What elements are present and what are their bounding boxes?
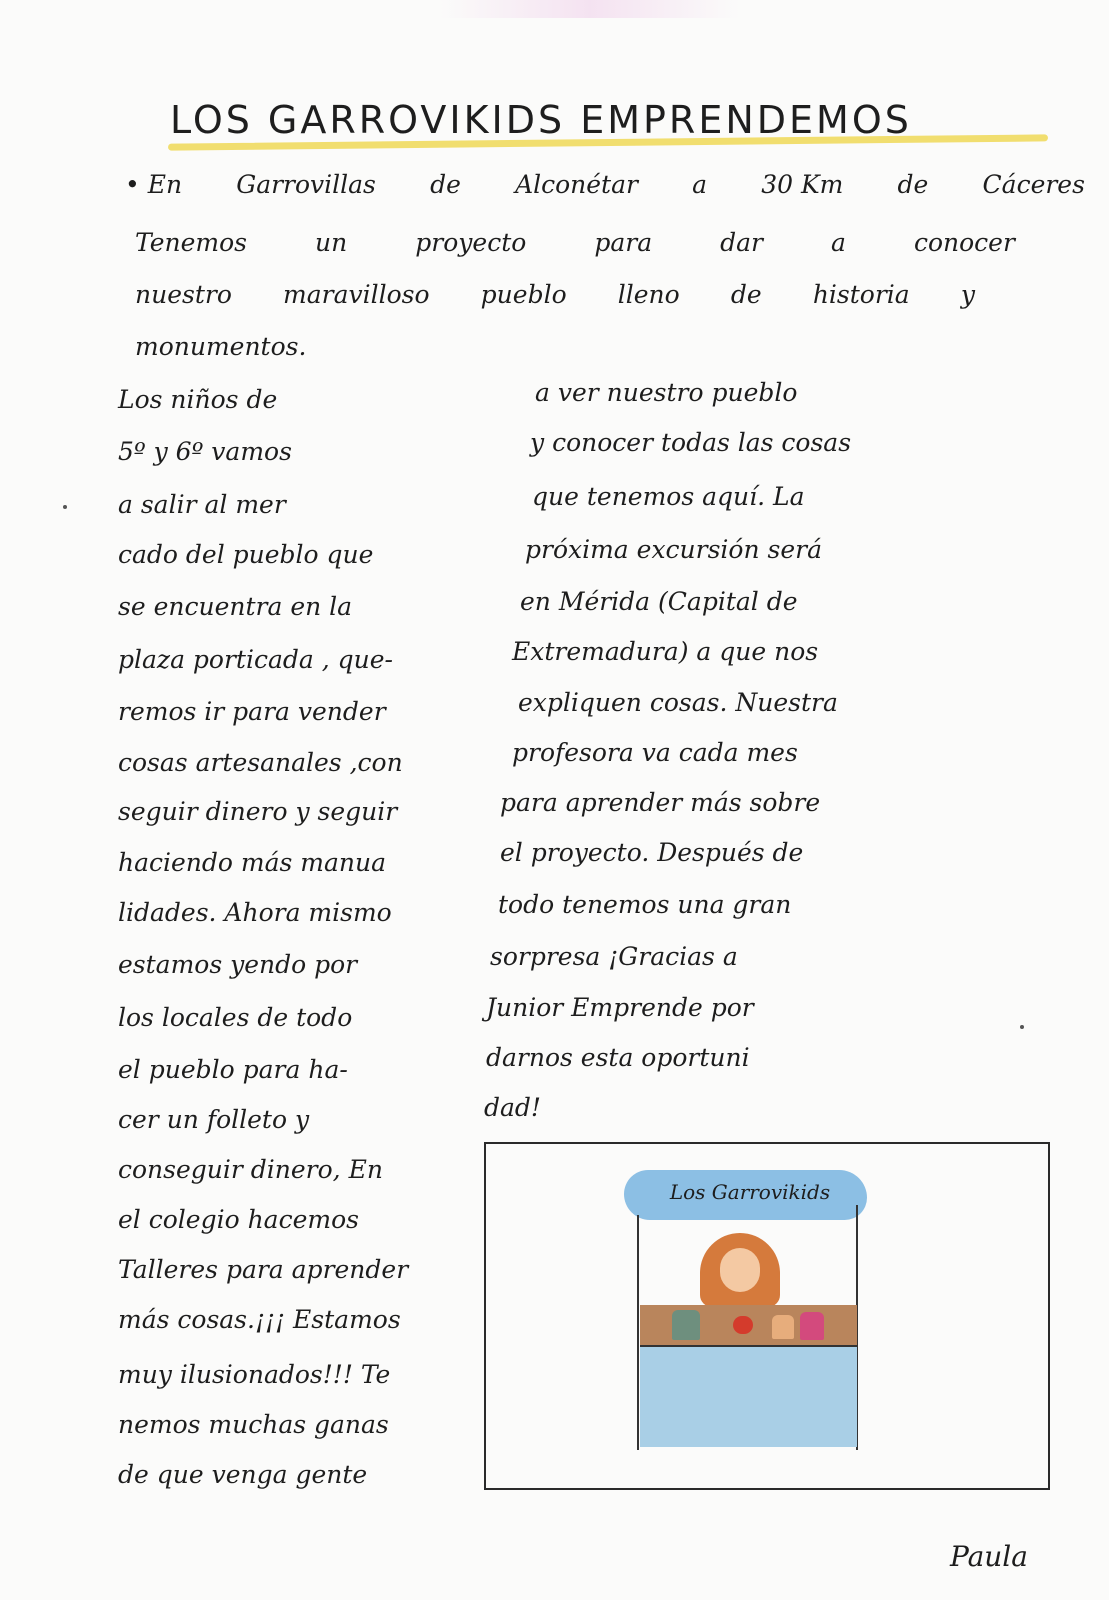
left-column-line: muy ilusionados!!! Te (118, 1360, 391, 1389)
intro-word: para (594, 228, 653, 257)
intro-word: a (692, 170, 708, 199)
stall-post-left (637, 1215, 639, 1450)
left-column-line: 5º y 6º vamos (118, 437, 292, 466)
right-column-line: dad! (484, 1093, 541, 1122)
left-column-line: Talleres para aprender (118, 1255, 409, 1284)
intro-word: de (730, 280, 762, 309)
right-column-line: a ver nuestro pueblo (535, 378, 798, 407)
left-column-line: nemos muchas ganas (118, 1410, 389, 1439)
right-column-line: Extremadura) a que nos (512, 637, 819, 666)
right-column-line: y conocer todas las cosas (530, 428, 852, 457)
right-column-line: sorpresa ¡Gracias a (490, 942, 738, 971)
intro-word: • En (125, 170, 183, 199)
right-column-line: próxima excursión será (525, 535, 823, 564)
intro-word: nuestro (135, 280, 232, 309)
intro-word: Garrovillas (236, 170, 376, 199)
intro-word: monumentos. (135, 332, 307, 361)
intro-word: a (831, 228, 846, 257)
left-column-line: los locales de todo (118, 1003, 353, 1032)
stall-sign-text: Los Garrovikids (669, 1180, 831, 1204)
intro-line (125, 170, 1085, 200)
craft-item (672, 1310, 700, 1340)
left-column-line: cosas artesanales ,con (118, 748, 403, 777)
left-column-line: de que venga gente (118, 1460, 368, 1489)
intro-word: Tenemos (135, 228, 248, 257)
intro-line (135, 280, 975, 310)
left-column-line: haciendo más manua (118, 848, 387, 877)
intro-word: dar (720, 228, 763, 257)
pen-dot (1020, 1025, 1024, 1029)
craft-item (733, 1316, 753, 1334)
left-column-line: seguir dinero y seguir (118, 797, 398, 826)
right-column-line: en Mérida (Capital de (520, 587, 798, 616)
intro-word: Alconétar (515, 170, 638, 199)
intro-word: conocer (913, 228, 1015, 257)
intro-word: lleno (617, 280, 680, 309)
craft-item (772, 1315, 794, 1339)
left-column-line: más cosas.¡¡¡ Estamos (118, 1305, 401, 1334)
paper-tint (440, 0, 740, 18)
craft-item (800, 1312, 824, 1340)
intro-word: pueblo (480, 280, 567, 309)
intro-word: 30 Km (761, 170, 844, 199)
right-column-line: profesora va cada mes (512, 738, 798, 767)
right-column-line: Junior Emprende por (486, 993, 754, 1022)
right-column-line: todo tenemos una gran (498, 890, 792, 919)
left-column-line: a salir al mer (118, 490, 286, 519)
left-column-line: Los niños de (118, 385, 278, 414)
left-column-line: se encuentra en la (118, 592, 353, 621)
page-title: LOS GARROVIKIDS EMPRENDEMOS (170, 98, 912, 142)
intro-line (135, 228, 1015, 258)
author-signature: Paula (950, 1540, 1028, 1573)
intro-word: un (315, 228, 348, 257)
left-column-line: el colegio hacemos (118, 1205, 359, 1234)
intro-word: proyecto (415, 228, 527, 257)
intro-word: maravilloso (283, 280, 430, 309)
left-column-line: lidades. Ahora mismo (118, 898, 392, 927)
left-column-line: estamos yendo por (118, 950, 358, 979)
right-column-line: para aprender más sobre (500, 788, 821, 817)
left-column-line: cado del pueblo que (118, 540, 374, 569)
intro-word: Cáceres (982, 170, 1085, 199)
left-column-line: conseguir dinero, En (118, 1155, 383, 1184)
vendor-face (720, 1248, 760, 1292)
intro-word: historia (812, 280, 910, 309)
left-column-line: el pueblo para ha- (118, 1055, 348, 1084)
pen-dot (63, 505, 67, 509)
intro-line (135, 332, 306, 362)
left-column-line: plaza porticada , que- (118, 645, 393, 674)
left-column-line: cer un folleto y (118, 1105, 310, 1134)
right-column-line: darnos esta oportuni (486, 1043, 750, 1072)
intro-word: de (897, 170, 929, 199)
intro-word: de (430, 170, 461, 199)
intro-word: y (960, 280, 975, 309)
stall-base (640, 1345, 857, 1447)
right-column-line: que tenemos aquí. La (532, 482, 805, 511)
left-column-line: remos ir para vender (118, 697, 386, 726)
right-column-line: el proyecto. Después de (500, 838, 804, 867)
right-column-line: expliquen cosas. Nuestra (518, 688, 838, 717)
